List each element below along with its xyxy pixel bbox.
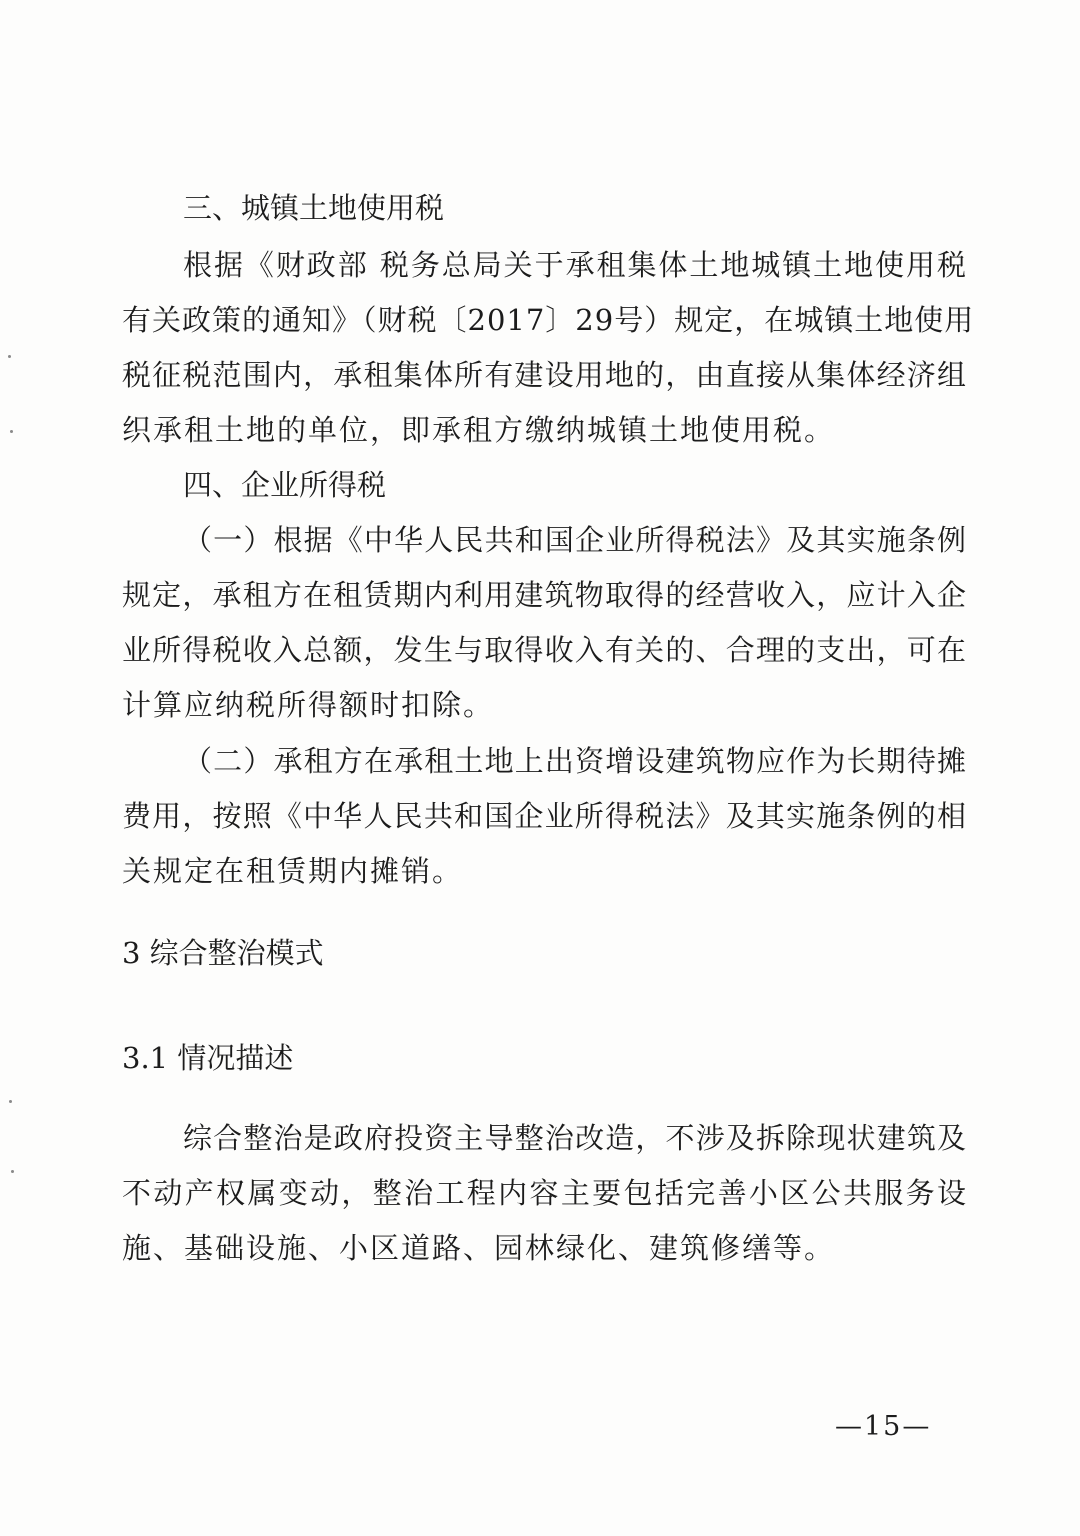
paragraph-line: 织承租土地的单位，即承租方缴纳城镇土地使用税。 [122, 413, 836, 447]
scan-speck [11, 1170, 14, 1173]
paragraph-line: 计算应纳税所得额时扣除。 [122, 688, 495, 722]
paragraph-line: 有关政策的通知》（财税〔2017〕29号）规定，在城镇土地使用 [122, 303, 975, 337]
heading-land-use-tax: 三、城镇土地使用税 [183, 191, 445, 225]
paragraph-line: （一）根据《中华人民共和国企业所得税法》及其实施条例 [183, 523, 967, 557]
section-heading-3: 3 综合整治模式 [122, 936, 324, 970]
page-number: —15— [835, 1411, 932, 1442]
paragraph-line: 不动产权属变动，整治工程内容主要包括完善小区公共服务设 [122, 1176, 967, 1210]
paragraph-line: 施、基础设施、小区道路、园林绿化、建筑修缮等。 [122, 1231, 836, 1265]
section-heading-3-1: 3.1 情况描述 [122, 1041, 294, 1075]
paragraph-line: 根据《财政部 税务总局关于承租集体土地城镇土地使用税 [183, 248, 967, 282]
paragraph-line: （二）承租方在承租土地上出资增设建筑物应作为长期待摊 [183, 744, 967, 778]
paragraph-line: 费用，按照《中华人民共和国企业所得税法》及其实施条例的相 [122, 799, 967, 833]
paragraph-line: 规定，承租方在租赁期内利用建筑物取得的经营收入，应计入企 [122, 578, 967, 612]
heading-enterprise-income-tax: 四、企业所得税 [183, 468, 387, 502]
paragraph-line: 综合整治是政府投资主导整治改造，不涉及拆除现状建筑及 [183, 1121, 967, 1155]
paragraph-line: 税征税范围内，承租集体所有建设用地的，由直接从集体经济组 [122, 358, 967, 392]
paragraph-line: 业所得税收入总额，发生与取得收入有关的、合理的支出，可在 [122, 633, 967, 667]
scan-speck [10, 430, 13, 433]
scan-speck [8, 355, 11, 358]
scan-speck [9, 1100, 12, 1103]
paragraph-line: 关规定在租赁期内摊销。 [122, 854, 464, 888]
